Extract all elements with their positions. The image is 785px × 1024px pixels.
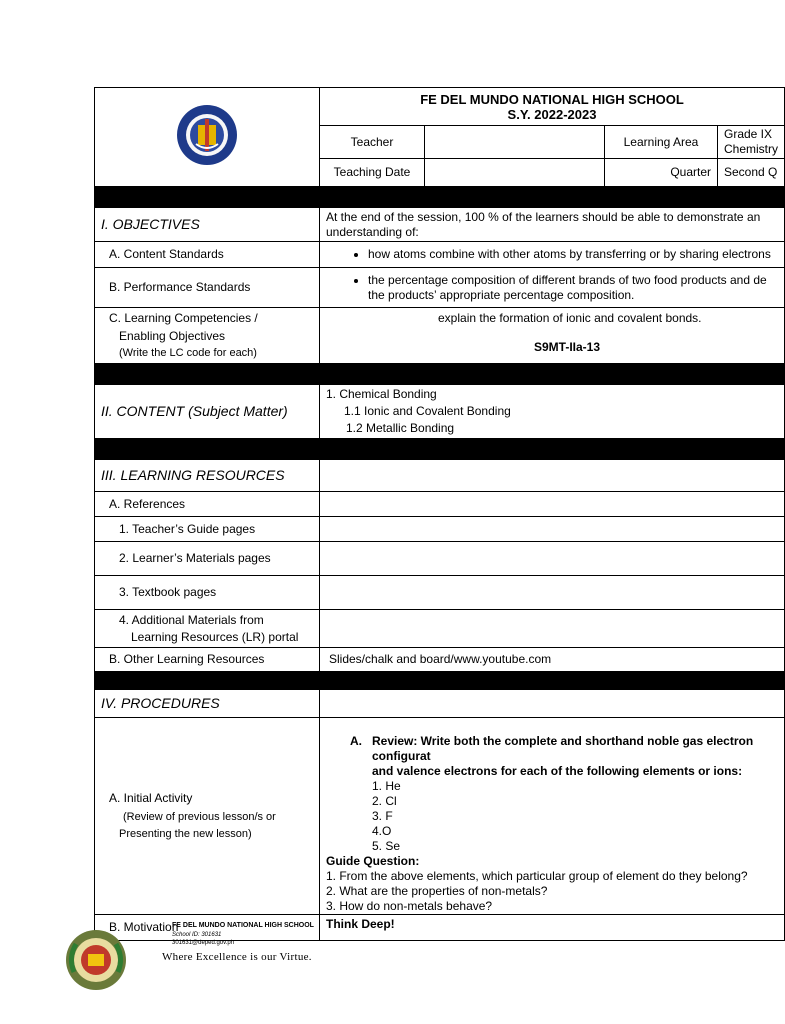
lesson-plan-table: [94, 87, 785, 941]
competencies-label: [95, 308, 320, 364]
school-name: FE DEL MUNDO NATIONAL HIGH SCHOOL: [420, 91, 684, 107]
other-resources-label: B. Other Learning Resources: [95, 648, 320, 672]
objectives-title: I. OBJECTIVES: [95, 208, 320, 242]
school-seal-icon: [64, 928, 128, 992]
school-year: S.Y. 2022-2023: [507, 106, 597, 122]
review-marker: A.: [350, 734, 362, 748]
teachers-guide-label: 1. Teacher’s Guide pages: [95, 517, 320, 542]
footer-motto: Where Excellence is our Virtue.: [162, 951, 312, 963]
procedures-title: IV. PROCEDURES: [95, 690, 320, 718]
lc-code: S9MT-IIa-13: [534, 340, 601, 354]
empty-cell: [320, 517, 785, 542]
resources-title: III. LEARNING RESOURCES: [95, 460, 320, 492]
lesson-plan-sheet: [94, 87, 784, 941]
content-line-2: 1.1 Ionic and Covalent Bonding: [344, 404, 511, 418]
element-item: 2. Cl: [372, 794, 397, 808]
subject: Chemistry: [724, 142, 779, 156]
teaching-date-label: Teaching Date: [320, 159, 425, 187]
learning-area-label: Learning Area: [605, 126, 718, 159]
initial-activity-label: A. Initial Activity: [109, 790, 193, 805]
empty-cell: [320, 460, 785, 492]
additional-materials-line-1: 4. Additional Materials from: [119, 612, 264, 627]
guide-question: 1. From the above elements, which particular group of element do they belong?: [326, 869, 748, 883]
review-line-1: Review: Write both the complete and shorthand noble gas electron configurat: [372, 734, 754, 763]
grade-level: Grade IX: [724, 127, 773, 141]
content-line-3: 1.2 Metallic Bonding: [346, 421, 455, 435]
footer-school-name: FE DEL MUNDO NATIONAL HIGH SCHOOL: [172, 922, 314, 929]
initial-activity-note-2: Presenting the new lesson): [119, 827, 252, 840]
objectives-intro: [320, 208, 785, 242]
initial-activity-note-1: (Review of previous lesson/s or: [123, 810, 276, 823]
textbook-label: 3. Textbook pages: [95, 576, 320, 610]
footer: [64, 920, 384, 1000]
content-standards-item: • how atoms combine with other atoms by transferring or by sharing electrons: [368, 247, 784, 262]
performance-standards-value: [320, 268, 785, 308]
footer-school-id: School ID: 301631: [172, 932, 222, 938]
deped-logo-cell: [95, 88, 320, 187]
section-divider: [95, 187, 785, 208]
element-item: 1. He: [372, 779, 401, 793]
element-item: 3. F: [372, 809, 393, 823]
learners-materials-label: 2. Learner’s Materials pages: [95, 542, 320, 576]
guide-question: 2. What are the properties of non-metals?: [326, 884, 548, 898]
deped-seal-icon: [176, 104, 238, 166]
empty-cell: [320, 492, 785, 517]
empty-cell: [320, 690, 785, 718]
motivation-value: Think Deep!: [320, 915, 785, 941]
objectives-intro-line-2: understanding of:: [326, 224, 419, 239]
teacher-value: [425, 126, 605, 159]
section-divider: [95, 364, 785, 385]
empty-cell: [320, 610, 785, 648]
learning-area-value: [718, 126, 785, 159]
competencies-label-line-1: C. Learning Competencies /: [109, 310, 258, 325]
review-line-2: and valence electrons for each of the following elements or ions:: [372, 764, 743, 778]
content-standards-value: [320, 242, 785, 268]
empty-cell: [320, 542, 785, 576]
section-divider: [95, 672, 785, 690]
footer-email: 301631@deped.gov.ph: [172, 940, 235, 946]
content-value: [320, 385, 785, 439]
initial-activity-label-cell: [95, 718, 320, 915]
other-resources-value: Slides/chalk and board/www.youtube.com: [320, 648, 785, 672]
initial-activity-content: [320, 718, 785, 915]
objectives-intro-line-1: At the end of the session, 100 % of the learners should be able to demonstrate an: [326, 209, 761, 224]
quarter-value: Second Q: [718, 159, 785, 187]
references-label: A. References: [95, 492, 320, 517]
element-item: 4.O: [372, 824, 392, 838]
competencies-text: explain the formation of ionic and covalent bonds.: [438, 311, 702, 325]
competencies-value: [320, 308, 785, 364]
competencies-label-line-3: (Write the LC code for each): [119, 346, 257, 359]
teacher-label: Teacher: [320, 126, 425, 159]
motivation-label: B. Motivation: [95, 915, 320, 941]
guide-question-title: Guide Question:: [326, 854, 420, 868]
performance-standards-item: [368, 273, 784, 303]
quarter-label: Quarter: [605, 159, 718, 187]
content-standards-label: A. Content Standards: [95, 242, 320, 268]
additional-materials-label: [95, 610, 320, 648]
content-title: II. CONTENT (Subject Matter): [95, 385, 320, 439]
additional-materials-line-2: Learning Resources (LR) portal: [131, 629, 299, 644]
teaching-date-value: [425, 159, 605, 187]
performance-standards-line-2: the products’ appropriate percentage composition.: [368, 287, 635, 302]
empty-cell: [320, 576, 785, 610]
section-divider: [95, 439, 785, 460]
competencies-label-line-2: Enabling Objectives: [119, 328, 226, 343]
element-item: 5. Se: [372, 839, 401, 853]
content-line-1: 1. Chemical Bonding: [326, 387, 437, 401]
performance-standards-line-1: • the percentage composition of different brands of two food products and de: [368, 272, 767, 287]
school-header-cell: [320, 88, 785, 126]
guide-question: 3. How do non-metals behave?: [326, 899, 493, 913]
performance-standards-label: B. Performance Standards: [95, 268, 320, 308]
